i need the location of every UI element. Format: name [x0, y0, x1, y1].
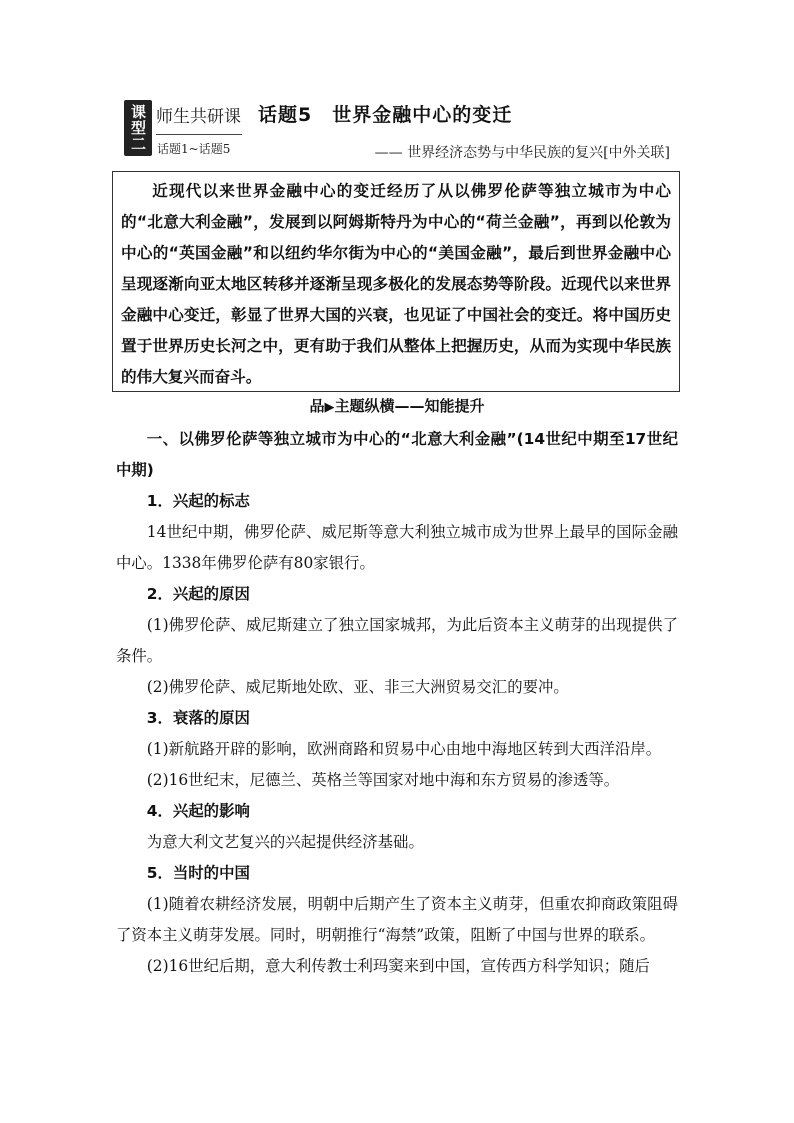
section-prefix: 品 — [309, 397, 325, 415]
section-heading — [0, 395, 794, 416]
subheading-3: 3．衰落的原因 — [146, 709, 250, 727]
subheading-1: 1．兴起的标志 — [146, 492, 250, 510]
topic-subtitle: —— 世界经济态势与中华民族的复兴[中外关联] — [374, 145, 670, 161]
subheading-2: 2．兴起的原因 — [146, 585, 250, 603]
paragraph: 为意大利文艺复兴的兴起提供经济基础。 — [146, 833, 424, 851]
intro-box — [112, 171, 680, 392]
paragraph: (1)新航路开辟的影响，欧洲商路和贸易中心由地中海地区转到大西洋沿岸。 — [146, 740, 662, 758]
intro-text: 近现代以来世界金融中心的变迁经历了从以佛罗伦萨等独立城市为中心的“北意大利金融”，发展到以阿姆斯特丹为中心的“荷兰金融”，再到以伦敦为中心的“英国金融”和以纽约华尔街为中心的“美国金融”，最后到世界金融中心呈现逐渐向亚太地区转移并逐渐呈现多极化的发展态势等阶段。近现代以来世界金融中心变迁，彰显了世界大国的兴衰，也见证了中国社会的变迁。将中国历史置于世界历史长河之中，更有助于我们从整体上把握历史，从而为实现中华民族的伟大复兴而奋斗。 — [121, 182, 671, 386]
triangle-arrow-icon: ▶ — [324, 400, 335, 415]
heading-1: 一、以佛罗伦萨等独立城市为中心的“北意大利金融”(14世纪中期至17世纪中期) — [116, 430, 678, 479]
subheading-4: 4．兴起的影响 — [146, 802, 250, 820]
paragraph: (2)16世纪后期，意大利传教士利玛窦来到中国，宣传西方科学知识；随后 — [146, 957, 650, 975]
section-heading-text: 主题纵横——知能提升 — [334, 397, 485, 415]
paragraph: (2)16世纪末，尼德兰、英格兰等国家对地中海和东方贸易的渗透等。 — [146, 771, 620, 789]
session-range: 话题1~话题5 — [157, 142, 231, 156]
paragraph: 14世纪中期，佛罗伦萨、威尼斯等意大利独立城市成为世界上最早的国际金融中心。1338年佛罗伦萨有80家银行。 — [116, 523, 678, 572]
paragraph: (1)佛罗伦萨、威尼斯建立了独立国家城邦，为此后资本主义萌芽的出现提供了条件。 — [116, 616, 678, 665]
body-content — [116, 424, 678, 982]
topic-title: 话题5 世界金融中心的变迁 — [258, 104, 513, 126]
subheading-5: 5．当时的中国 — [146, 864, 250, 882]
paragraph: (2)佛罗伦萨、威尼斯地处欧、亚、非三大洲贸易交汇的要冲。 — [146, 678, 569, 696]
lesson-type-badge: 课型二 — [124, 100, 152, 156]
header-divider — [156, 134, 242, 135]
session-title: 师生共研课 — [156, 107, 241, 127]
paragraph: (1)随着农耕经济发展，明朝中后期产生了资本主义萌芽，但重农抑商政策阻碍了资本主义萌芽发展。同时，明朝推行“海禁”政策，阻断了中国与世界的联系。 — [116, 895, 678, 944]
